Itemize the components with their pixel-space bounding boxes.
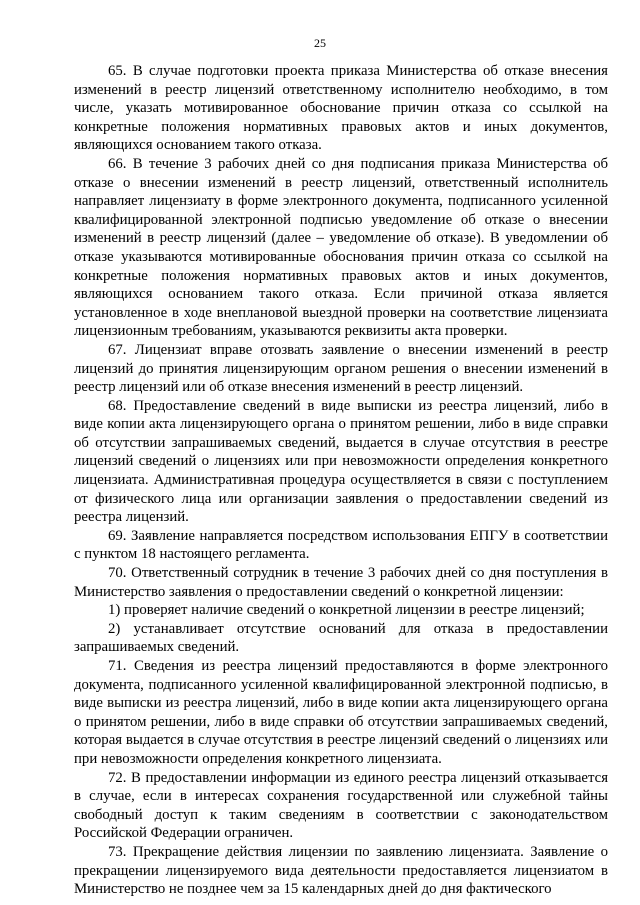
paragraph-69: 69. Заявление направляется посредством использования ЕПГУ в соответствии с пунктом 18 настоящего регламента. (74, 527, 608, 563)
paragraph-68: 68. Предоставление сведений в виде выписки из реестра лицензий, либо в виде копии акта лицензирующего органа о принятом решении, либо в виде справки об отсутствии запрашиваемых сведений, выдается в случае отсутствия в реестре лицензий сведений о лицензиях или при невозможности определения конкретного лицензиата. Административная процедура осуществляется в связи с поступлением от физического лица или организации заявления о предоставлении сведений из реестра лицензий. (74, 397, 608, 526)
paragraph-66: 66. В течение 3 рабочих дней со дня подписания приказа Министерства об отказе о внесении изменений в реестр лицензий, ответственный исполнитель направляет лицензиату в форме электронного документа, подписанного усиленной квалифицированной электронной подписью уведомление об отказе о внесении изменений в реестр лицензий (далее – уведомление об отказе). В уведомлении об отказе указываются мотивированные обоснования причин отказа со ссылкой на конкретные положения нормативных правовых актов и иных документов, являющихся основанием такого отказа. Если причиной отказа является установленное в ходе внеплановой выездной проверки на соответствие лицензиата лицензионным требованиям, указываются реквизиты акта проверки. (74, 155, 608, 340)
paragraph-70: 70. Ответственный сотрудник в течение 3 рабочих дней со дня поступления в Министерство заявления о предоставлении сведений о конкретной лицензии: (74, 565, 608, 600)
paragraph-71: 71. Сведения из реестра лицензий предоставляются в форме электронного документа, подписанного усиленной квалифицированной электронной подписью, в виде выписки из реестра лицензий, либо в виде копии акта лицензирующего органа о принятом решении, либо в виде справки об отсутствии запрашиваемых сведений, которая выдается в случае отсутствия в реестре лицензий сведений о лицензиях или при невозможности определения конкретного лицензиата. (74, 658, 608, 767)
paragraph-65: 65. В случае подготовки проекта приказа Министерства об отказе внесения изменений в реестр лицензий ответственному исполнителю необходимо, в том числе, указать мотивированное обоснование причин отказа со ссылкой на конкретные положения нормативных правовых актов и иных документов, являющихся основанием такого отказа. (74, 63, 608, 154)
list-item-70-1: 1) проверяет наличие сведений о конкретной лицензии в реестре лицензий; (108, 602, 585, 619)
paragraph-73: 73. Прекращение действия лицензии по заявлению лицензиата. Заявление о прекращении лицензируемого вида деятельности предоставляется лицензиатом в Министерство не позднее чем за 15 календарных дней до дня фактического (74, 843, 608, 898)
page-number: 25 (314, 36, 326, 50)
paragraph-67: 67. Лицензиат вправе отозвать заявление о внесении изменений в реестр лицензий до принятия лицензирующим органом решения о внесении изменений в реестр лицензий или об отказе внесения изменений в реестр лицензий. (74, 341, 608, 396)
paragraph-72: 72. В предоставлении информации из единого реестра лицензий отказывается в случае, если в интересах сохранения государственной или служебной тайны свободный доступ к таким сведениям в соответствии с законодательством Российской Федерации ограничен. (74, 769, 608, 842)
document-body (74, 62, 608, 899)
list-item-70-2: 2) устанавливает отсутствие оснований для отказа в предоставлении запрашиваемых сведений. (74, 620, 608, 656)
